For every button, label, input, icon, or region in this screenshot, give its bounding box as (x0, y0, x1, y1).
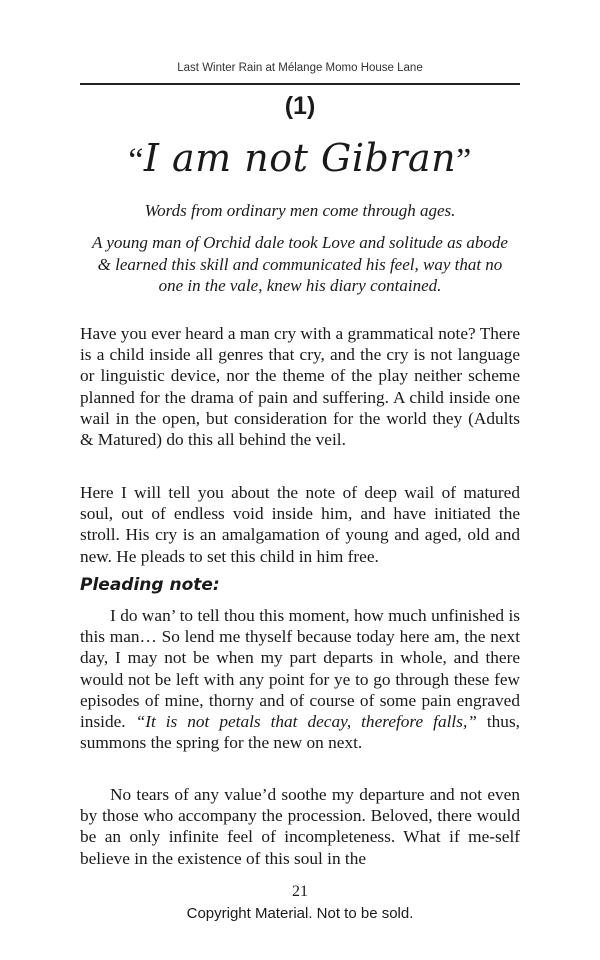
title-open-quote: “ (128, 142, 144, 179)
page-number: 21 (292, 883, 308, 900)
body-paragraph-1: Have you ever heard a man cry with a grammatical note? There is a child inside all genres that cry, and the cry is not language or linguistic device, nor the theme of the play neither scheme planned for the drama of pain and suffering. A child inside one wail in the open, but consideration for the world they (Adults & Matured) do this all behind the veil. (80, 324, 520, 450)
paragraph-3-end: thus, summons the spring for the new on next. (80, 712, 520, 753)
title-close-quote: ” (456, 142, 472, 179)
chapter-title-text: I am not Gibran (143, 136, 457, 180)
copyright-notice: Copyright Material. Not to be sold. (186, 905, 414, 922)
epigraph-line: Words from ordinary men come through ages. (144, 201, 456, 220)
chapter-title (40, 136, 560, 180)
body-paragraph-4: No tears of any value’d soothe my departure and not even by those who accompany the procession. Beloved, there would be an only infinite feel of incompleteness. What if me-self believe in the existence of this soul in the (80, 785, 520, 868)
chapter-number: (1) (284, 92, 316, 120)
running-head: Last Winter Rain at Mélange Momo House Lane (177, 62, 423, 74)
section-subheading: Pleading note: (80, 575, 220, 595)
body-paragraph-2: Here I will tell you about the note of deep wail of matured soul, out of endless void inside him, and have initiated the stroll. His cry is an amalgamation of young and aged, old and new. He pleads to set this child in him free. (80, 483, 520, 566)
body-paragraph-3 (80, 605, 520, 753)
paragraph-3-quote: “It is not petals that decay, therefore falls,” (135, 712, 477, 732)
epigraph-paragraph: A young man of Orchid dale took Love and solitude as abode & learned this skill and communicated his feel, way that no one in the vale, knew his diary contained. (92, 233, 508, 295)
paragraph-3-start: I do wan’ to tell thou this moment, how much unfinished is this man… So lend me thyself because today here am, the next day, I may not be when my part departs in whole, and there would not be left with any point for ye to go through these few episodes of mine, thorny and of course of some pain engraved inside. (80, 606, 520, 732)
header-rule (80, 83, 520, 85)
